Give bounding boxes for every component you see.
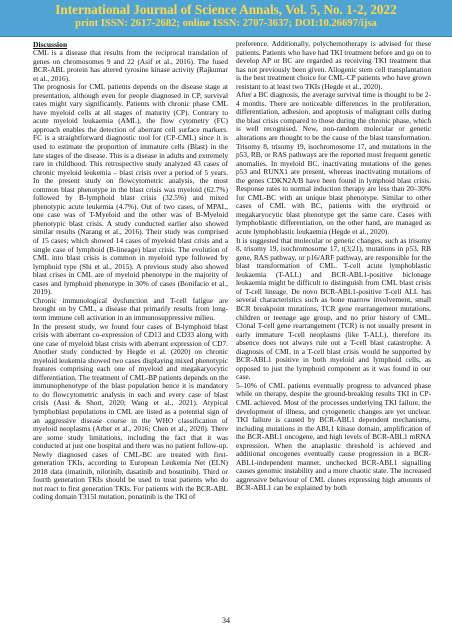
issn-doi-line: print ISSN: 2617-2682; online ISSN: 2707-3637; DOI:10.26697/ijsa (75, 18, 377, 29)
page-number: 34 (222, 616, 230, 625)
journal-header-banner (0, 0, 452, 37)
paragraph: Chronic immunological dysfunction and T-cell fatigue are brought on by CML, a disease that primarily results from long-term immune cell activation in an immunosuppressive milieu. (33, 295, 228, 322)
right-text-column (236, 40, 431, 493)
paragraph: CML is a disease that results from the reciprocal translation of genes on chromosomes 9 and 22 (Asif et al., 2016). The fused BCR-ABL protein has altered tyrosine kinase activity (Rajkumar et al., 2016). (33, 48, 228, 83)
journal-title-line: International Journal of Science Annals, Vol. 5, No. 1-2, 2022 (55, 2, 397, 17)
paragraph: In the present study, we found four cases of B-lymphoid blast crisis with aberrant co-expression of CD13 and CD33 along with one case of myeloid blast crisis with aberrant expression of CD7. Another study conducted by Hegde et al. (2020) on chronic myeloid leukemia showed two cases displaying mixed phenotypic features comprising each one of myeloid and megakaryocytic differentiation. The treatment of CML-BP patients depends on the immunophenotype of the blast population hence it is mandatory to do flowcytometric analysis in each and every case of blast crisis (Assi & Short, 2020; Wang et al., 2021). Atypical lymphoblast populations in CML are listed as a potential sign of an aggressive disease course in the WHO classification of myeloid neoplasms (Arber et al., 2016; Chen et al., 2020). There are some study limitations, including the fact that it was conducted at just one hospital and there was no patient follow-up. Newly diagnosed cases of CML-BC are treated with first-generation TKIs, according to European Leukemia Net (ELN) 2018 data (imatinib, nilotinib, dasatinib and bosutinib). Third or fourth generation TKIs should be used to treat patients who do not react to first generation TKIs. For patients with the BCR-ABL coding domain T315I mutation, ponatinib is the TKI of (33, 321, 228, 502)
paragraph: It is suggested that molecular or genetic changes, such as trisomy 8, trisomy 19, isochromosome 17, t(3;21), mutations in p53, RB gene, RAS pathway, or p16/ARF pathway, are responsible for the blast transformation of CML. T-cell acute lymphoblastic leukaemia (T-ALL) and BCR-ABL1-positive biclonage leukaemia might be difficult to distinguish from CML blast crisis of T-cell lineage. De novo BCR-ABL1-positive T-cell ALL has several characteristics such as bone marrow involvement, small BCR breakpoint mutations, TCR gene rearrangement mutations, children or teenage age group, and no prior history of CML. Clonal T-cell gene rearrangement (TCR) is not usually present in early immature T-cell neoplasms (like T-ALL), therefore its absence does not always rule out a T-cell blast catastrophe. A diagnosis of CML in a T-cell blast crisis would be supported by BCR-ABL1 positive in both myeloid and lymphoid cells, as opposed to just the lymphoid component as it was found in our case. (236, 235, 431, 382)
paragraph: 5–10% of CML patients eventually progress to advanced phase while on therapy, despite the ground-breaking results TKI in CP-CML achieved. Most of the processes underlying TKI failure, the development of illness, and cytogenetic changes are yet unclear. TKI failure is caused by BCR-ABL1 dependent mechanisms, including mutations in the ABL1 kinase domain, amplification of the BCR-ABL1 oncogene, and high levels of BCR-ABL1 mRNA expression. When the anaplastic threshold is achieved and additional oncogenes eventually cause progression in a BCR-ABL1-independent manner, unchecked BCR-ABL1 signalling causes genomic instability and a more chaotic state. The increased aggressive behaviour of CML clones expressing high amounts of BCR-ABL1 can be explained by both (236, 380, 431, 493)
paragraph: preference. Additionally, polychemotherapy is advised for these patients. Patients who have had TKI treatment before and go on to develop AP or BC are regarded as receiving TKI treatment that has not previously been given. Allogenic stem cell transplantation is the best treatment choice for CML-CP patients who have grown resistant to at least two TKIs (Hegde et al., 2020). (236, 39, 431, 91)
paragraph: The prognosis for CML patients depends on the disease stage at presentation, although even for people diagnosed in CP, survival rates might vary significantly. Patients with chronic phase CML have myeloid cells at all stages of maturity (CP). Contrary to acute myeloid leukaemia (AML), the flow cytometry (FC) approach enables the detection of aberrant cell surface markers. FC is a straightforward diagnostic tool for (CP-CML) since it is used to estimate the proportion of immature cells (Blast) in the late stages of the disease. This is a disease in adults and extremely rare in childhood. This retrospective study analyzed 43 cases of chronic myeloid leukemia – blast crisis over a period of 5 years. In the present study on flowcytometric analysis, the most common blast phenotype in the blast crisis was myeloid (62.7%) followed by B-lymphoid blast crisis (32.5%) and mixed phenotypic acute leukemia (4.7%). Out of two cases, of MPAL, one case was of T-Myeloid and the other was of B-Myeloid phenotypic blast crisis. A study conducted earlier also showed similar results (Narang et al., 2016). Their study was comprised of 15 cases; which showed 14 cases of myeloid blast crisis and a single case of lymphoid (B-lineage) blast crisis. The evolution of CML into blast crisis is common in myeloid type followed by lymphoid type (Shi et al., 2015). A previous study also showed blast crises in CML are of myeloid phenotype in the majority of cases and lymphoid phenotype in 30% of cases (Bonifacio et al., 2019). (33, 82, 228, 297)
left-text-column (33, 40, 228, 502)
discussion-heading: Discussion (33, 40, 68, 49)
paragraph: After a BC diagnosis, the average survival time is thought to be 2-4 months. There are noticeable differences in the proliferation, differentiation, adhesion, and apoptosis of malignant cells during the blast crisis compared to those during the chronic phase, which is well recognised. New, non-random molecular or genetic alterations are thought to be the cause of the blast transformation. Trisomy 8, trisomy 19, isochromosome 17, and mutations in the p53, RB, or RAS pathways are the reported most frequent genetic anomalies. In myeloid BC, inactivating mutations of the genes p53 and RUNX1 are present, whereas inactivating mutations of the genes CDKN2A/B have been found in lymphoid blast crisis. Response rates to normal induction therapy are less than 20–30% for CML-BC with an unique blast phenotype. Similar to other cases of CML with BC, patients with the erythroid or megakaryocytic blast phenotype get the same care. Cases with lymphoblastic differentiation, on the other hand, are managed as acute lymphoblastic leukaemia (Hegde et al., 2020). (236, 90, 431, 237)
